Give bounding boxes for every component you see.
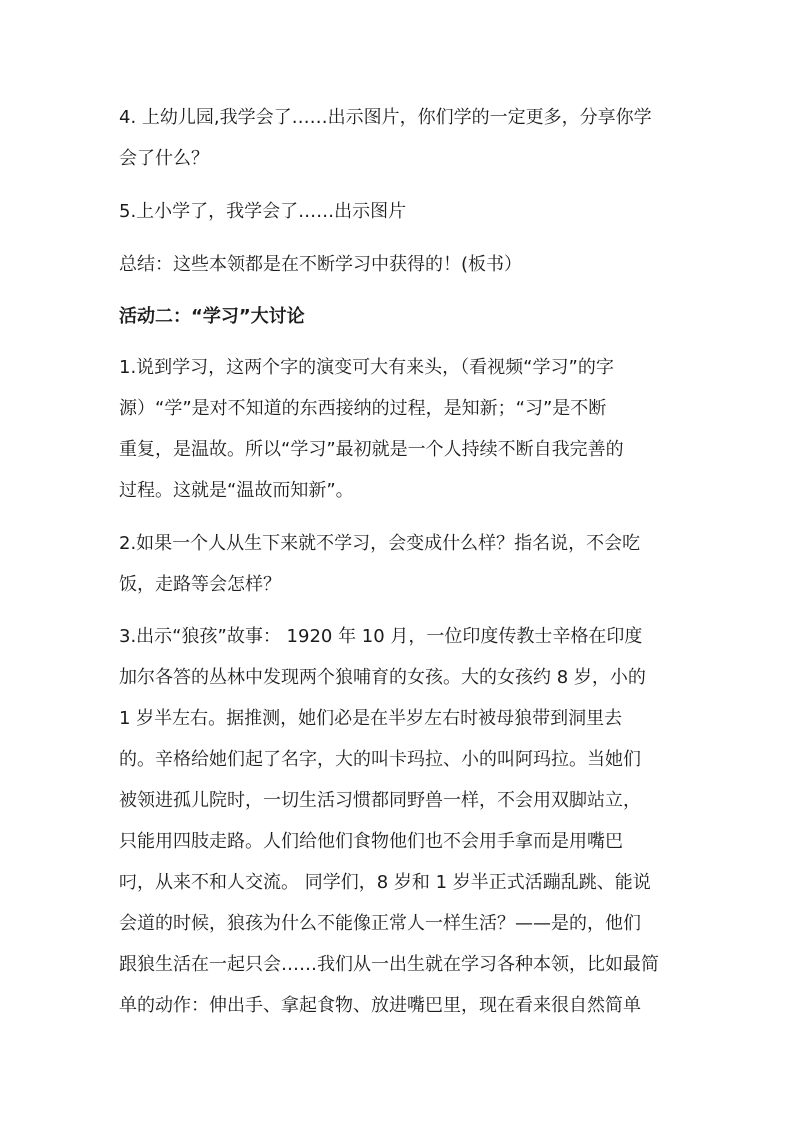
item1-line-4: 过程。这就是“温故而知新”。	[119, 480, 354, 501]
item3-line-4: 的。辛格给她们起了名字，大的叫卡玛拉、小的叫阿玛拉。当她们	[119, 749, 641, 770]
para5-line: 5.上小学了，我学会了……出示图片	[119, 201, 407, 222]
section-heading: 活动二：“学习”大讨论	[119, 306, 305, 327]
summary-line: 总结：这些本领都是在不断学习中获得的！(板书）	[119, 254, 523, 275]
item1-line-1: 1.说到学习，这两个字的演变可大有来头，（看视频“学习”的字	[119, 357, 614, 378]
item3-line-6: 只能用四肢走路。人们给他们食物他们也不会用手拿而是用嘴巴	[119, 831, 623, 852]
item3-line-10: 单的动作：伸出手、拿起食物、放进嘴巴里，现在看来很自然简单	[119, 995, 641, 1016]
item1-line-2: 源）“学”是对不知道的东西接纳的过程，是知新；“习”是不断	[119, 398, 607, 419]
item3-line-9: 跟狼生活在一起只会……我们从一出生就在学习各种本领，比如最简	[119, 954, 659, 975]
item3-line-5: 被领进孤儿院时，一切生活习惯都同野兽一样，不会用双脚站立，	[119, 790, 641, 811]
item1-line-3: 重复，是温故。所以“学习”最初就是一个人持续不断自我完善的	[119, 439, 624, 460]
item2-line-1: 2.如果一个人从生下来就不学习，会变成什么样？指名说，不会吃	[119, 533, 641, 554]
para4-line-1: 4. 上幼儿园,我学会了……出示图片，你们学的一定更多，分享你学	[119, 107, 652, 128]
item3-line-1: 3.出示“狼孩”故事： 1920 年 10 月，一位印度传教士辛格在印度	[119, 626, 643, 647]
item3-line-3: 1 岁半左右。据推测，她们必是在半岁左右时被母狼带到洞里去	[119, 708, 623, 729]
item3-line-2: 加尔各答的丛林中发现两个狼哺育的女孩。大的女孩约 8 岁，小的	[119, 667, 646, 688]
item3-line-7: 叼，从来不和人交流。 同学们，8 岁和 1 岁半正式活蹦乱跳、能说	[119, 872, 651, 893]
item2-line-2: 饭，走路等会怎样？	[119, 574, 281, 595]
para4-line-2: 会了什么？	[119, 148, 209, 169]
item3-line-8: 会道的时候，狼孩为什么不能像正常人一样生活？——是的，他们	[119, 913, 641, 934]
